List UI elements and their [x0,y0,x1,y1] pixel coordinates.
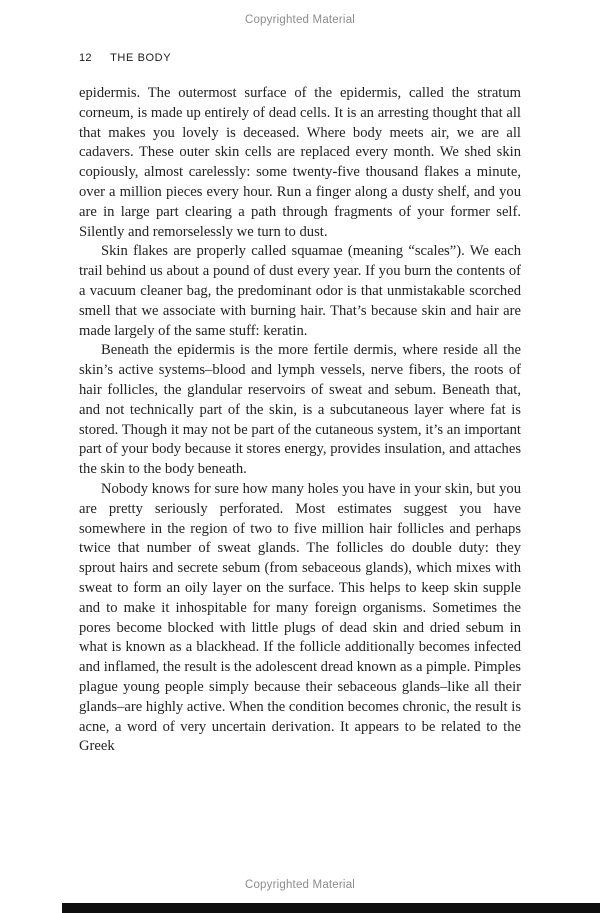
body-text-block [79,84,521,757]
running-header [79,52,171,64]
paragraph: Nobody knows for sure how many holes you have in your skin, but you are pretty seriously perforated. Most estimates suggest you have somewhere in the region of two to five million hair follicles and perhaps twice that number of sweat glands. The follicles do double duty: they sprout hairs and secrete sebum (from sebaceous glands), which mixes with sweat to form an oily layer on the surface. This helps to keep skin supple and to make it inhospitable for many foreign organisms. Sometimes the pores become blocked with little plugs of dead skin and dried sebum in what is known as a blackhead. If the follicle additionally becomes infected and inflamed, the result is the adolescent dread known as a pimple. Pimples plague young people simply because their sebaceous glands–like all their glands–are highly active. When the condition becomes chronic, the result is acne, a word of very uncertain derivation. It appears to be related to the Greek [79,480,521,755]
running-title: THE BODY [110,52,172,64]
paragraph: Beneath the epidermis is the more fertile dermis, where reside all the skin’s active systems–blood and lymph vessels, nerve fibers, the roots of hair follicles, the glandular reservoirs of sweat and sebum. Beneath that, and not technically part of the skin, is a subcutaneous layer where fat is stored. Though it may not be part of the cutaneous system, it’s an important part of your body because it stores energy, provides insulation, and attaches the skin to the body beneath. [79,342,521,478]
paragraph-continuation: epidermis. The outermost surface of the epidermis, called the stratum corneum, is made up entirely of dead cells. It is an arresting thought that all that makes you lovely is deceased. Where body meets air, we are all cadavers. These outer skin cells are replaced every month. We shed skin copiously, almost carelessly: some twenty-five thousand flakes a minute, over a million pieces every hour. Run a finger along a dusty shelf, and you are in large part clearing a path through fragments of your former self. Silently and remorselessly we turn to dust. [79,85,521,240]
copyright-notice-top: Copyrighted Material [244,14,356,26]
page-number: 12 [79,52,92,64]
paragraph: Skin flakes are properly called squamae (meaning “scales”). We each trail behind us about a pound of dust every year. If you burn the contents of a vacuum cleaner bag, the predominant odor is that unmistakable scorched smell that we associate with burning hair. That’s because skin and hair are made largely of the same stuff: keratin. [79,243,521,339]
copyright-notice-bottom: Copyrighted Material [244,879,356,891]
page-edge-bar [62,903,600,913]
